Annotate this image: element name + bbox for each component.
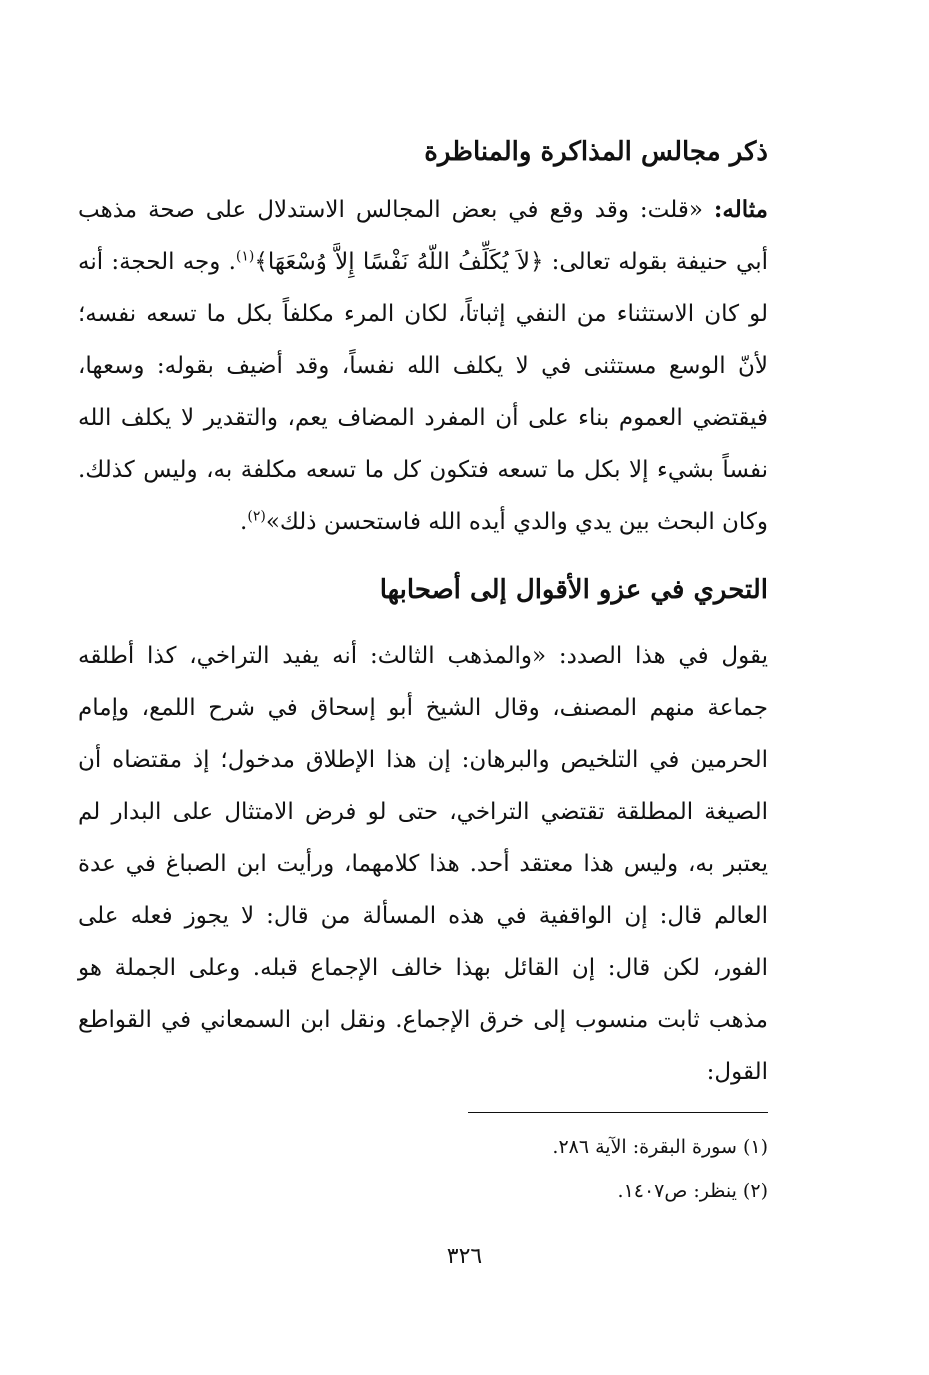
paragraph-end: . (240, 509, 248, 535)
paragraph-text-continued: . وجه الحجة: أنه لو كان الاستثناء من النفي إثباتاً، لكان المرء مكلفاً بكل ما تسعه نفسه؛ لأنّ الوسع مستثنى في لا يكلف الله نفساً، وقد أضيف بقوله: وسعها، فيقتضي العموم بناء على أن المفرد المضاف يعم، والتقدير لا يكلف الله نفساً بشيء إلا بكل ما تسعه فتكون كل ما تسعه مكلفة به، وليس كذلك. وكان البحث بين يدي والدي أيده الله فاستحسن ذلك» (78, 249, 768, 535)
footnote-divider (468, 1112, 768, 1113)
paragraph-attribution: يقول في هذا الصدد: «والمذهب الثالث: أنه يفيد التراخي، كذا أطلقه جماعة منهم المصنف، وقال الشيخ أبو إسحاق في شرح اللمع، وإمام الحرمين في التلخيص والبرهان: إن هذا الإطلاق مدخول؛ إذ مقتضاه أن الصيغة المطلقة تقتضي التراخي، حتى لو فرض الامتثال على البدار لم يعتبر به، وليس هذا معتقد أحد. هذا كلامهما، ورأيت ابن الصباغ في عدة العالم قال: إن الواقفية في هذه المسألة من قال: لا يجوز فعله على الفور، لكن قال: إن القائل بهذا خالف الإجماع قبله. وعلى الجملة هو مذهب ثابت منسوب إلى خرق الإجماع. ونقل ابن السمعاني في القواطع القول: (78, 643, 768, 1085)
paragraph-lead: مثاله: (713, 196, 768, 223)
section-heading-attribution: التحري في عزو الأقوال إلى أصحابها (379, 575, 768, 605)
paragraph-example (78, 184, 768, 548)
book-page (78, 120, 768, 1290)
footnote-item: (٢) ينظر: ص١٤٠٧. (617, 1180, 768, 1202)
footnote-ref-1[interactable]: (١) (235, 248, 255, 265)
footnote-item: (١) سورة البقرة: الآية ٢٨٦. (552, 1136, 768, 1158)
section-heading-discussion-sessions: ذكر مجالس المذاكرة والمناظرة (424, 137, 768, 167)
paragraph-text: «قلت: وقد وقع في بعض المجالس الاستدلال على صحة مذهب أبي حنيفة بقوله تعالى: ﴿لاَ يُكَلِّفُ اللّهُ نَفْسًا إِلاَّ وُسْعَهَا﴾ (78, 197, 768, 275)
footnotes-list (78, 1125, 768, 1213)
page-number: ٣٢٦ (446, 1244, 483, 1269)
footnote-ref-2[interactable]: (٢) (247, 508, 266, 525)
